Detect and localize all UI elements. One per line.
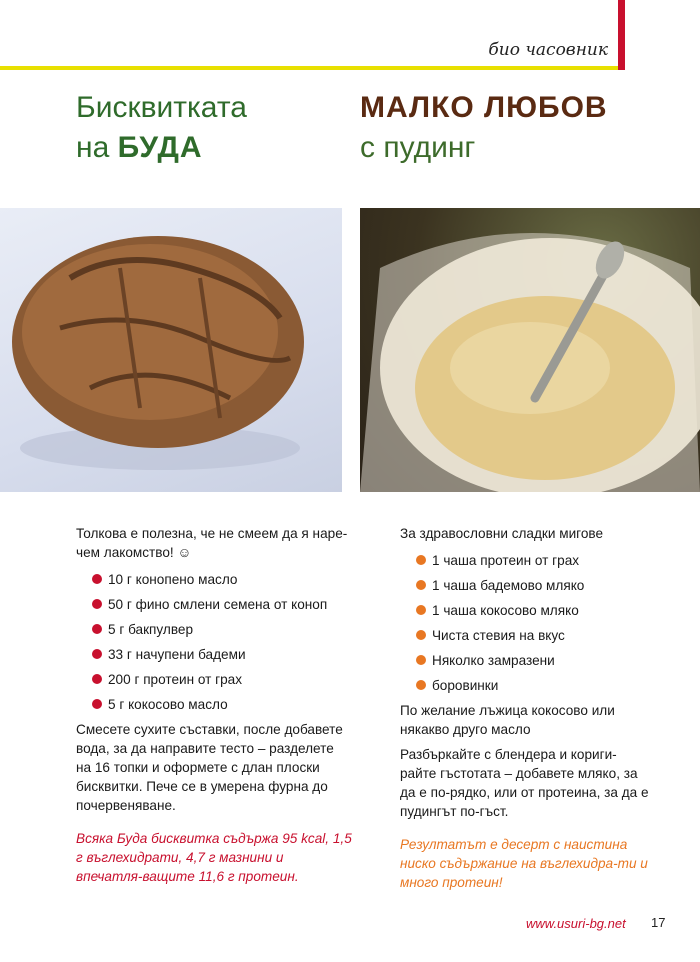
cookie-photo (0, 208, 342, 492)
right-title-line2: с пудинг (360, 131, 476, 164)
left-title-bold: БУДА (117, 131, 203, 164)
bullet-icon (92, 649, 102, 659)
bullet-icon (92, 699, 102, 709)
corner-accent-bar (618, 0, 625, 70)
list-item (416, 626, 650, 645)
right-method: Разбъркайте с блендера и кориги-райте гъстотата – добавете мляко, за да е по-рядко, или от протеина, за да е пудингът по-гъст. (400, 747, 649, 819)
pudding-illustration (360, 208, 700, 492)
left-nutrition-note: Всяка Буда бисквитка съдържа 95 kcal, 1,5 г въглехидрати, 4,7 г мазнини и впечатля-ващите 11,6 г протеин. (76, 831, 352, 884)
list-item (416, 601, 650, 620)
right-recipe-body (400, 524, 650, 892)
section-label: био часовник (488, 40, 608, 60)
bullet-icon (416, 630, 426, 640)
bullet-icon (92, 674, 102, 684)
list-item (92, 695, 352, 714)
bullet-icon (416, 580, 426, 590)
ingredient-text: 50 г фино смлени семена от коноп (108, 597, 328, 612)
ingredient-text: 1 чаша протеин от грах (432, 553, 580, 568)
bullet-icon (92, 624, 102, 634)
left-method: Смесете сухите съставки, после добавете вода, за да направите тесто – разделете на 16 топки и оформете с длан плоски бисквитки. Пече се в умерена фурна до почервеняване. (76, 722, 343, 813)
ingredient-text: Чиста стевия на вкус (432, 628, 565, 643)
ingredient-text: 5 г кокосово масло (108, 697, 228, 712)
list-item (416, 676, 650, 695)
right-intro: За здравословни сладки мигове (400, 526, 604, 541)
bullet-icon (416, 555, 426, 565)
right-optional: По желание лъжица кокосово или някакво друго масло (400, 703, 615, 737)
left-title-line1: Бисквитката (76, 91, 247, 124)
left-intro: Толкова е полезна, че не смеем да я наре-чем лакомство! ☺ (76, 526, 348, 560)
bullet-icon (92, 574, 102, 584)
ingredient-text: 5 г бакпулвер (108, 622, 194, 637)
ingredient-text: 1 чаша бадемово мляко (432, 578, 585, 593)
right-result-note: Резултатът е десерт с наистина ниско съдържание на въглехидра-ти и много протеин! (400, 837, 648, 890)
bullet-icon (416, 655, 426, 665)
left-title-prefix: на (76, 131, 118, 164)
list-item (416, 651, 650, 670)
list-item (416, 576, 650, 595)
pudding-jar-photo (360, 208, 700, 492)
header-rule (0, 66, 618, 70)
right-recipe-title (360, 88, 608, 168)
ingredient-text: 200 г протеин от грах (108, 672, 243, 687)
bullet-icon (416, 680, 426, 690)
ingredient-text: 10 г конопено масло (108, 572, 238, 587)
ingredient-text: 1 чаша кокосово мляко (432, 603, 579, 618)
list-item (92, 620, 352, 639)
right-ingredient-list (400, 551, 650, 695)
left-recipe-body (76, 524, 352, 886)
cookie-illustration (0, 208, 342, 492)
right-title-line1: МАЛКО ЛЮБОВ (360, 91, 608, 124)
left-title-line2 (76, 128, 247, 168)
list-item (92, 670, 352, 689)
ingredient-text: Няколко замразени (432, 653, 555, 668)
left-ingredient-list (76, 570, 352, 714)
page-number: 17 (651, 915, 666, 930)
list-item (92, 595, 352, 614)
footer-url[interactable]: www.usuri-bg.net (526, 916, 626, 931)
list-item (416, 551, 650, 570)
left-recipe-title (76, 88, 247, 168)
list-item (92, 645, 352, 664)
ingredient-text: 33 г начупени бадеми (108, 647, 246, 662)
ingredient-text: боровинки (432, 678, 499, 693)
bullet-icon (416, 605, 426, 615)
list-item (92, 570, 352, 589)
bullet-icon (92, 599, 102, 609)
